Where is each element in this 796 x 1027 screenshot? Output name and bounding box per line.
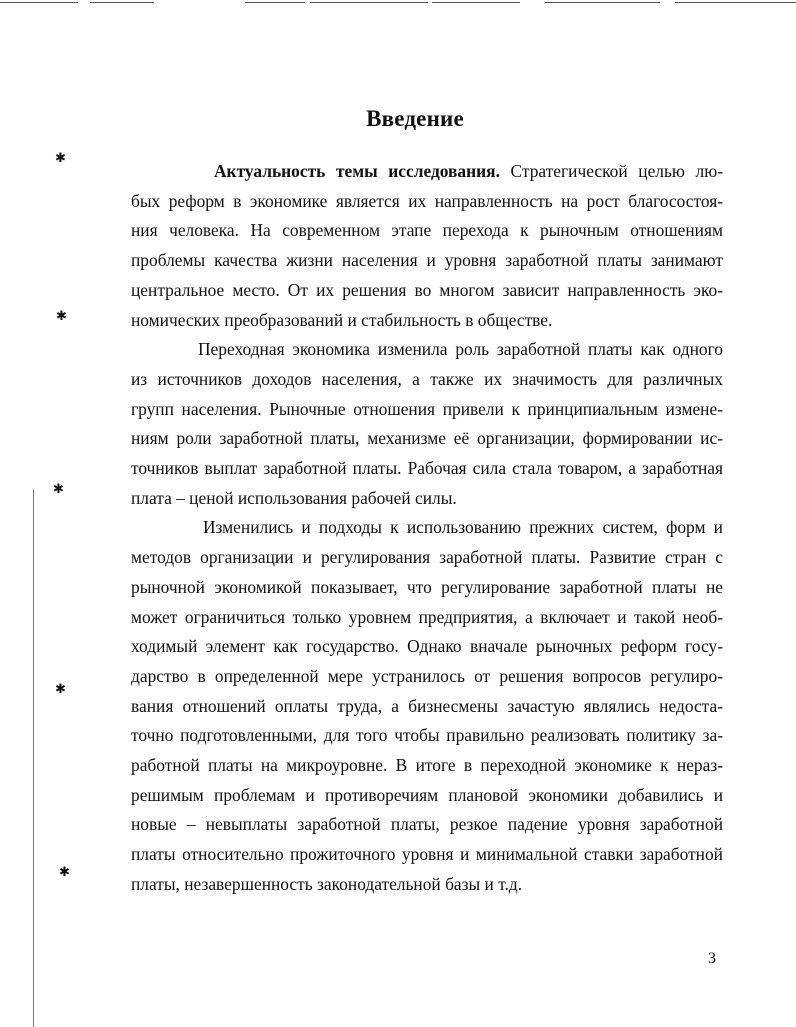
text-line: плата – ценой использования рабочей силы.	[131, 487, 457, 508]
text-line: платы относительно прожиточного уровня и минимальной ставки заработной	[131, 844, 723, 865]
scan-edge-line	[310, 2, 428, 3]
binding-mark-icon: ✱	[55, 150, 66, 165]
scan-left-edge	[33, 490, 34, 1027]
text-line: новые – невыплаты заработной платы, резкое падение уровня заработной	[131, 814, 723, 835]
binding-mark-icon: ✱	[53, 481, 64, 496]
scan-edge-line	[90, 2, 154, 3]
paragraph-transition-economy	[131, 335, 723, 513]
text-line: работной платы на микроуровне. В итоге в переходной экономике к нераз-	[131, 755, 723, 776]
scan-edge-line	[245, 2, 305, 3]
text-line: центральное место. От их решения во многом зависит направленность эко-	[131, 279, 723, 300]
page-number: 3	[708, 950, 716, 967]
scan-edge-line	[545, 2, 660, 3]
binding-mark-icon: ✱	[56, 308, 67, 323]
paragraph-relevance	[131, 157, 723, 335]
text-fragment: Стратегической целью лю-	[499, 161, 723, 181]
text-line: проблемы качества жизни населения и уровня заработной платы занимают	[131, 250, 723, 271]
text-line: дарство в определенной мере устранилось от решения вопросов регулиро-	[131, 665, 723, 686]
text-line	[131, 157, 723, 187]
text-line: из источников доходов населения, а также их значимость для различных	[131, 368, 723, 389]
text-line: ния человека. На современном этапе перехода к рыночным отношениям	[131, 220, 723, 241]
paragraph-lead: Актуальность темы исследования.	[214, 161, 500, 181]
paragraph-approaches	[131, 513, 723, 899]
scan-edge-line	[0, 2, 78, 3]
text-line: точников выплат заработной платы. Рабочая сила стала товаром, а заработная	[131, 458, 723, 479]
text-line: точно подготовленными, для того чтобы правильно реализовать политику за-	[131, 725, 723, 746]
text-line: Изменились и подходы к использованию прежних систем, форм и	[203, 517, 723, 538]
text-line: групп населения. Рыночные отношения привели к принципиальным измене-	[131, 398, 723, 419]
text-line: ниям роли заработной платы, механизме её организации, формировании ис-	[131, 428, 723, 449]
text-line: бых реформ в экономике является их направленность на рост благосостоя-	[131, 190, 723, 211]
text-line: может ограничиться только уровнем предприятия, а включает и такой необ-	[131, 606, 723, 627]
text-line: решимым проблемам и противоречиям плановой экономики добавились и	[131, 784, 723, 805]
binding-mark-icon: ✱	[59, 864, 70, 879]
page-title: Введение	[366, 106, 464, 131]
scan-edge-line	[675, 2, 796, 3]
body-text	[131, 157, 723, 900]
scan-edge-line	[432, 2, 520, 3]
text-line: номических преобразований и стабильность в обществе.	[131, 309, 553, 330]
binding-mark-icon: ✱	[55, 681, 66, 696]
text-line: Переходная экономика изменила роль заработной платы как одного	[198, 339, 723, 360]
text-line: платы, незавершенность законодательной базы и т.д.	[131, 873, 523, 894]
text-line: ходимый элемент как государство. Однако вначале рыночных реформ госу-	[131, 636, 723, 657]
text-line: методов организации и регулирования заработной платы. Развитие стран с	[131, 547, 723, 568]
text-line: рыночной экономикой показывает, что регулирование заработной платы не	[131, 576, 723, 597]
text-line: вания отношений оплаты труда, а бизнесмены зачастую являлись недоста-	[131, 695, 723, 716]
